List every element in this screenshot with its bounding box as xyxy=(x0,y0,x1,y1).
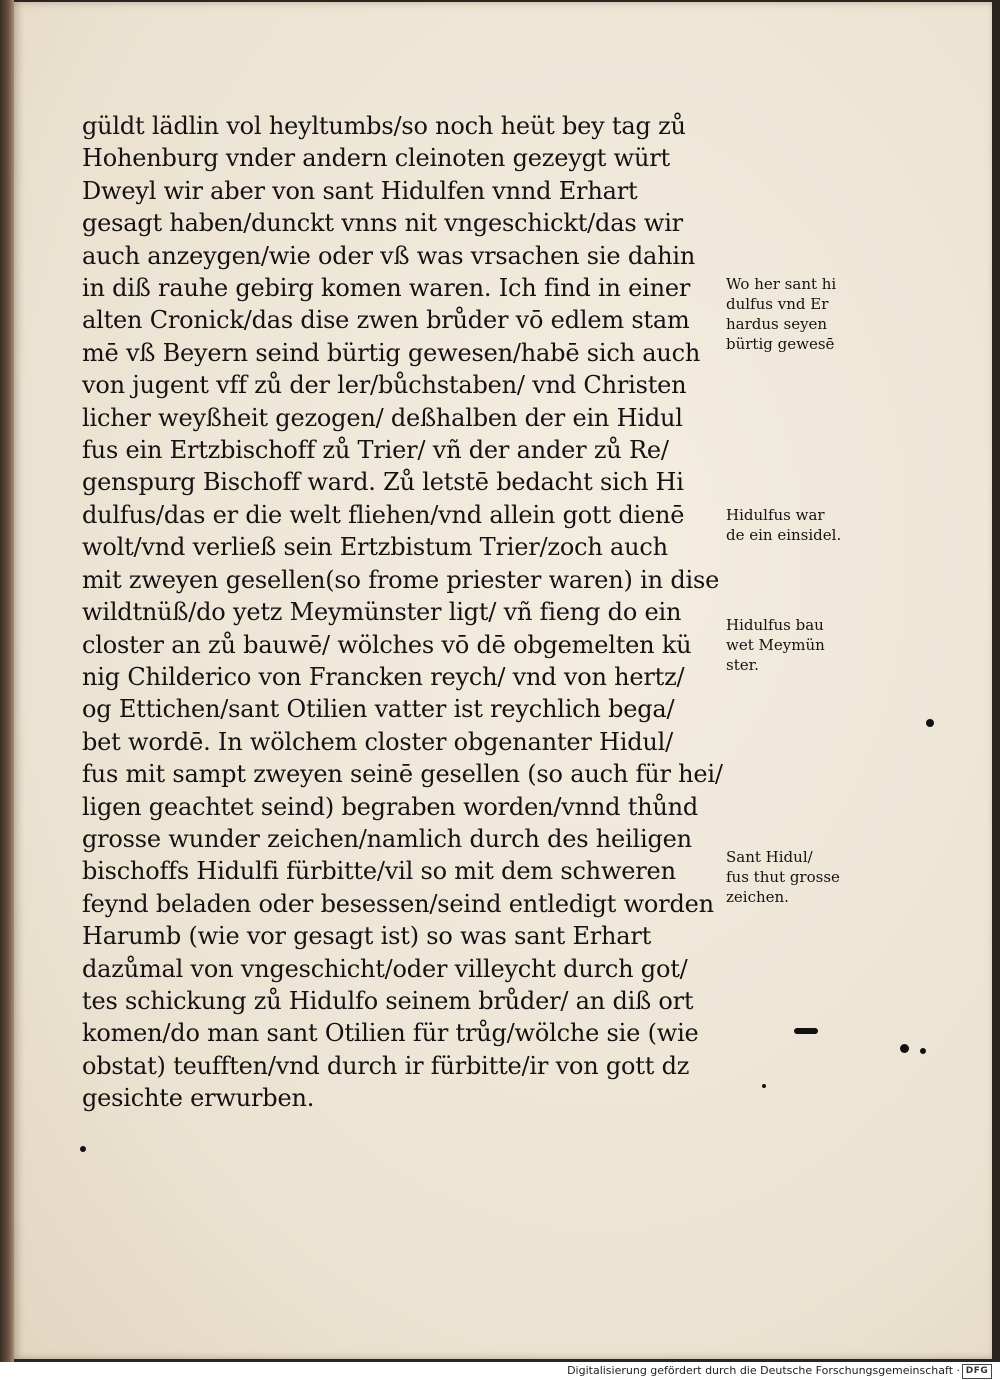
text-line: Harumb (wie vor gesagt ist) so was sant Erhart xyxy=(82,922,652,951)
text-line: ligen geachtet seind) begraben worden/vnnd thůnd xyxy=(82,792,699,821)
margin-note-line: zeichen. xyxy=(726,888,789,906)
ink-speck xyxy=(926,719,934,727)
margin-note-line: Hidulfus bau xyxy=(726,616,824,634)
margin-note-line: fus thut grosse xyxy=(726,868,840,886)
text-line: dulfus/das er die welt fliehen/vnd allein gott dienē xyxy=(82,500,685,529)
text-line: gesagt haben/dunckt vnns nit vngeschickt/das wir xyxy=(82,209,683,238)
text-line: güldt lädlin vol heyltumbs/so noch heüt bey tag zů xyxy=(82,112,686,140)
text-line: obstat) teufften/vnd durch ir fürbitte/ir von gott dz xyxy=(82,1051,690,1080)
text-line: grosse wunder zeichen/namlich durch des heiligen xyxy=(82,824,692,853)
margin-note-monastery xyxy=(726,615,825,675)
dfg-logo: DFG xyxy=(962,1364,992,1379)
text-line: Dweyl wir aber von sant Hidulfen vnnd Erhart xyxy=(82,176,638,205)
text-line: feynd beladen oder besessen/seind entledigt worden xyxy=(82,889,714,918)
main-text-block xyxy=(82,110,732,1115)
ink-speck xyxy=(794,1028,818,1034)
margin-note-origin xyxy=(726,274,836,354)
text-line: closter an zů bauwē/ wölches vō dē obgemelten kü xyxy=(82,630,692,659)
text-line: nig Childerico von Francken reych/ vnd von hertz/ xyxy=(82,662,685,691)
margin-note-miracles xyxy=(726,847,840,907)
ink-speck xyxy=(762,1084,766,1088)
margin-note-line: Hidulfus war xyxy=(726,506,825,524)
text-line: von jugent vff zů der ler/bůchstaben/ vnd Christen xyxy=(82,371,687,400)
text-line: fus mit sampt zweyen seinē gesellen (so auch für hei/ xyxy=(82,760,723,789)
text-line: komen/do man sant Otilien für trůg/wölche sie (wie xyxy=(82,1019,699,1048)
ink-speck xyxy=(80,1146,86,1152)
funding-credit: Digitalisierung gefördert durch die Deutsche Forschungsgemeinschaft · xyxy=(567,1364,960,1377)
text-line: og Ettichen/sant Otilien vatter ist reychlich bega/ xyxy=(82,695,675,724)
text-line: wildtnüß/do yetz Meymünster ligt/ vñ fieng do ein xyxy=(82,598,682,627)
book-spine-edge xyxy=(0,0,14,1362)
text-line: mē vß Beyern seind bürtig gewesen/habē sich auch xyxy=(82,338,701,367)
text-line: in diß rauhe gebirg komen waren. Ich find in einer xyxy=(82,274,691,303)
margin-note-line: Wo her sant hi xyxy=(726,275,837,293)
text-line: genspurg Bischoff ward. Zů letstē bedacht sich Hi xyxy=(82,468,684,497)
margin-note-line: de ein einsidel. xyxy=(726,526,842,544)
margin-note-line: wet Meymün xyxy=(726,636,825,654)
margin-note-line: ster. xyxy=(726,656,759,674)
margin-note-line: dulfus vnd Er xyxy=(726,295,829,313)
text-line: bischoffs Hidulfi fürbitte/vil so mit dem schweren xyxy=(82,857,676,886)
text-line: gesichte erwurben. xyxy=(82,1084,315,1113)
text-line: bet wordē. In wölchem closter obgenanter Hidul/ xyxy=(82,727,674,756)
book-page xyxy=(14,2,992,1359)
text-line: fus ein Ertzbischoff zů Trier/ vñ der ander zů Re/ xyxy=(82,436,669,465)
text-line: auch anzeygen/wie oder vß was vrsachen sie dahin xyxy=(82,241,696,270)
text-line: wolt/vnd verließ sein Ertzbistum Trier/zoch auch xyxy=(82,533,668,562)
text-line: dazůmal von vngeschicht/oder villeycht durch got/ xyxy=(82,954,688,983)
ink-speck xyxy=(900,1044,909,1053)
text-line: tes schickung zů Hidulfo seinem brůder/ an diß ort xyxy=(82,986,694,1015)
text-line: alten Cronick/das dise zwen brůder vō edlem stam xyxy=(82,306,690,335)
text-line: licher weyßheit gezogen/ deßhalben der ein Hidul xyxy=(82,403,683,432)
margin-note-line: bürtig gewesē xyxy=(726,335,835,353)
margin-note-hermit xyxy=(726,505,841,545)
text-line: Hohenburg vnder andern cleinoten gezeygt würt xyxy=(82,144,670,173)
margin-note-line: hardus seyen xyxy=(726,315,828,333)
margin-note-line: Sant Hidul/ xyxy=(726,848,813,866)
text-line: mit zweyen gesellen(so frome priester waren) in dise xyxy=(82,565,720,594)
ink-speck xyxy=(920,1048,926,1054)
